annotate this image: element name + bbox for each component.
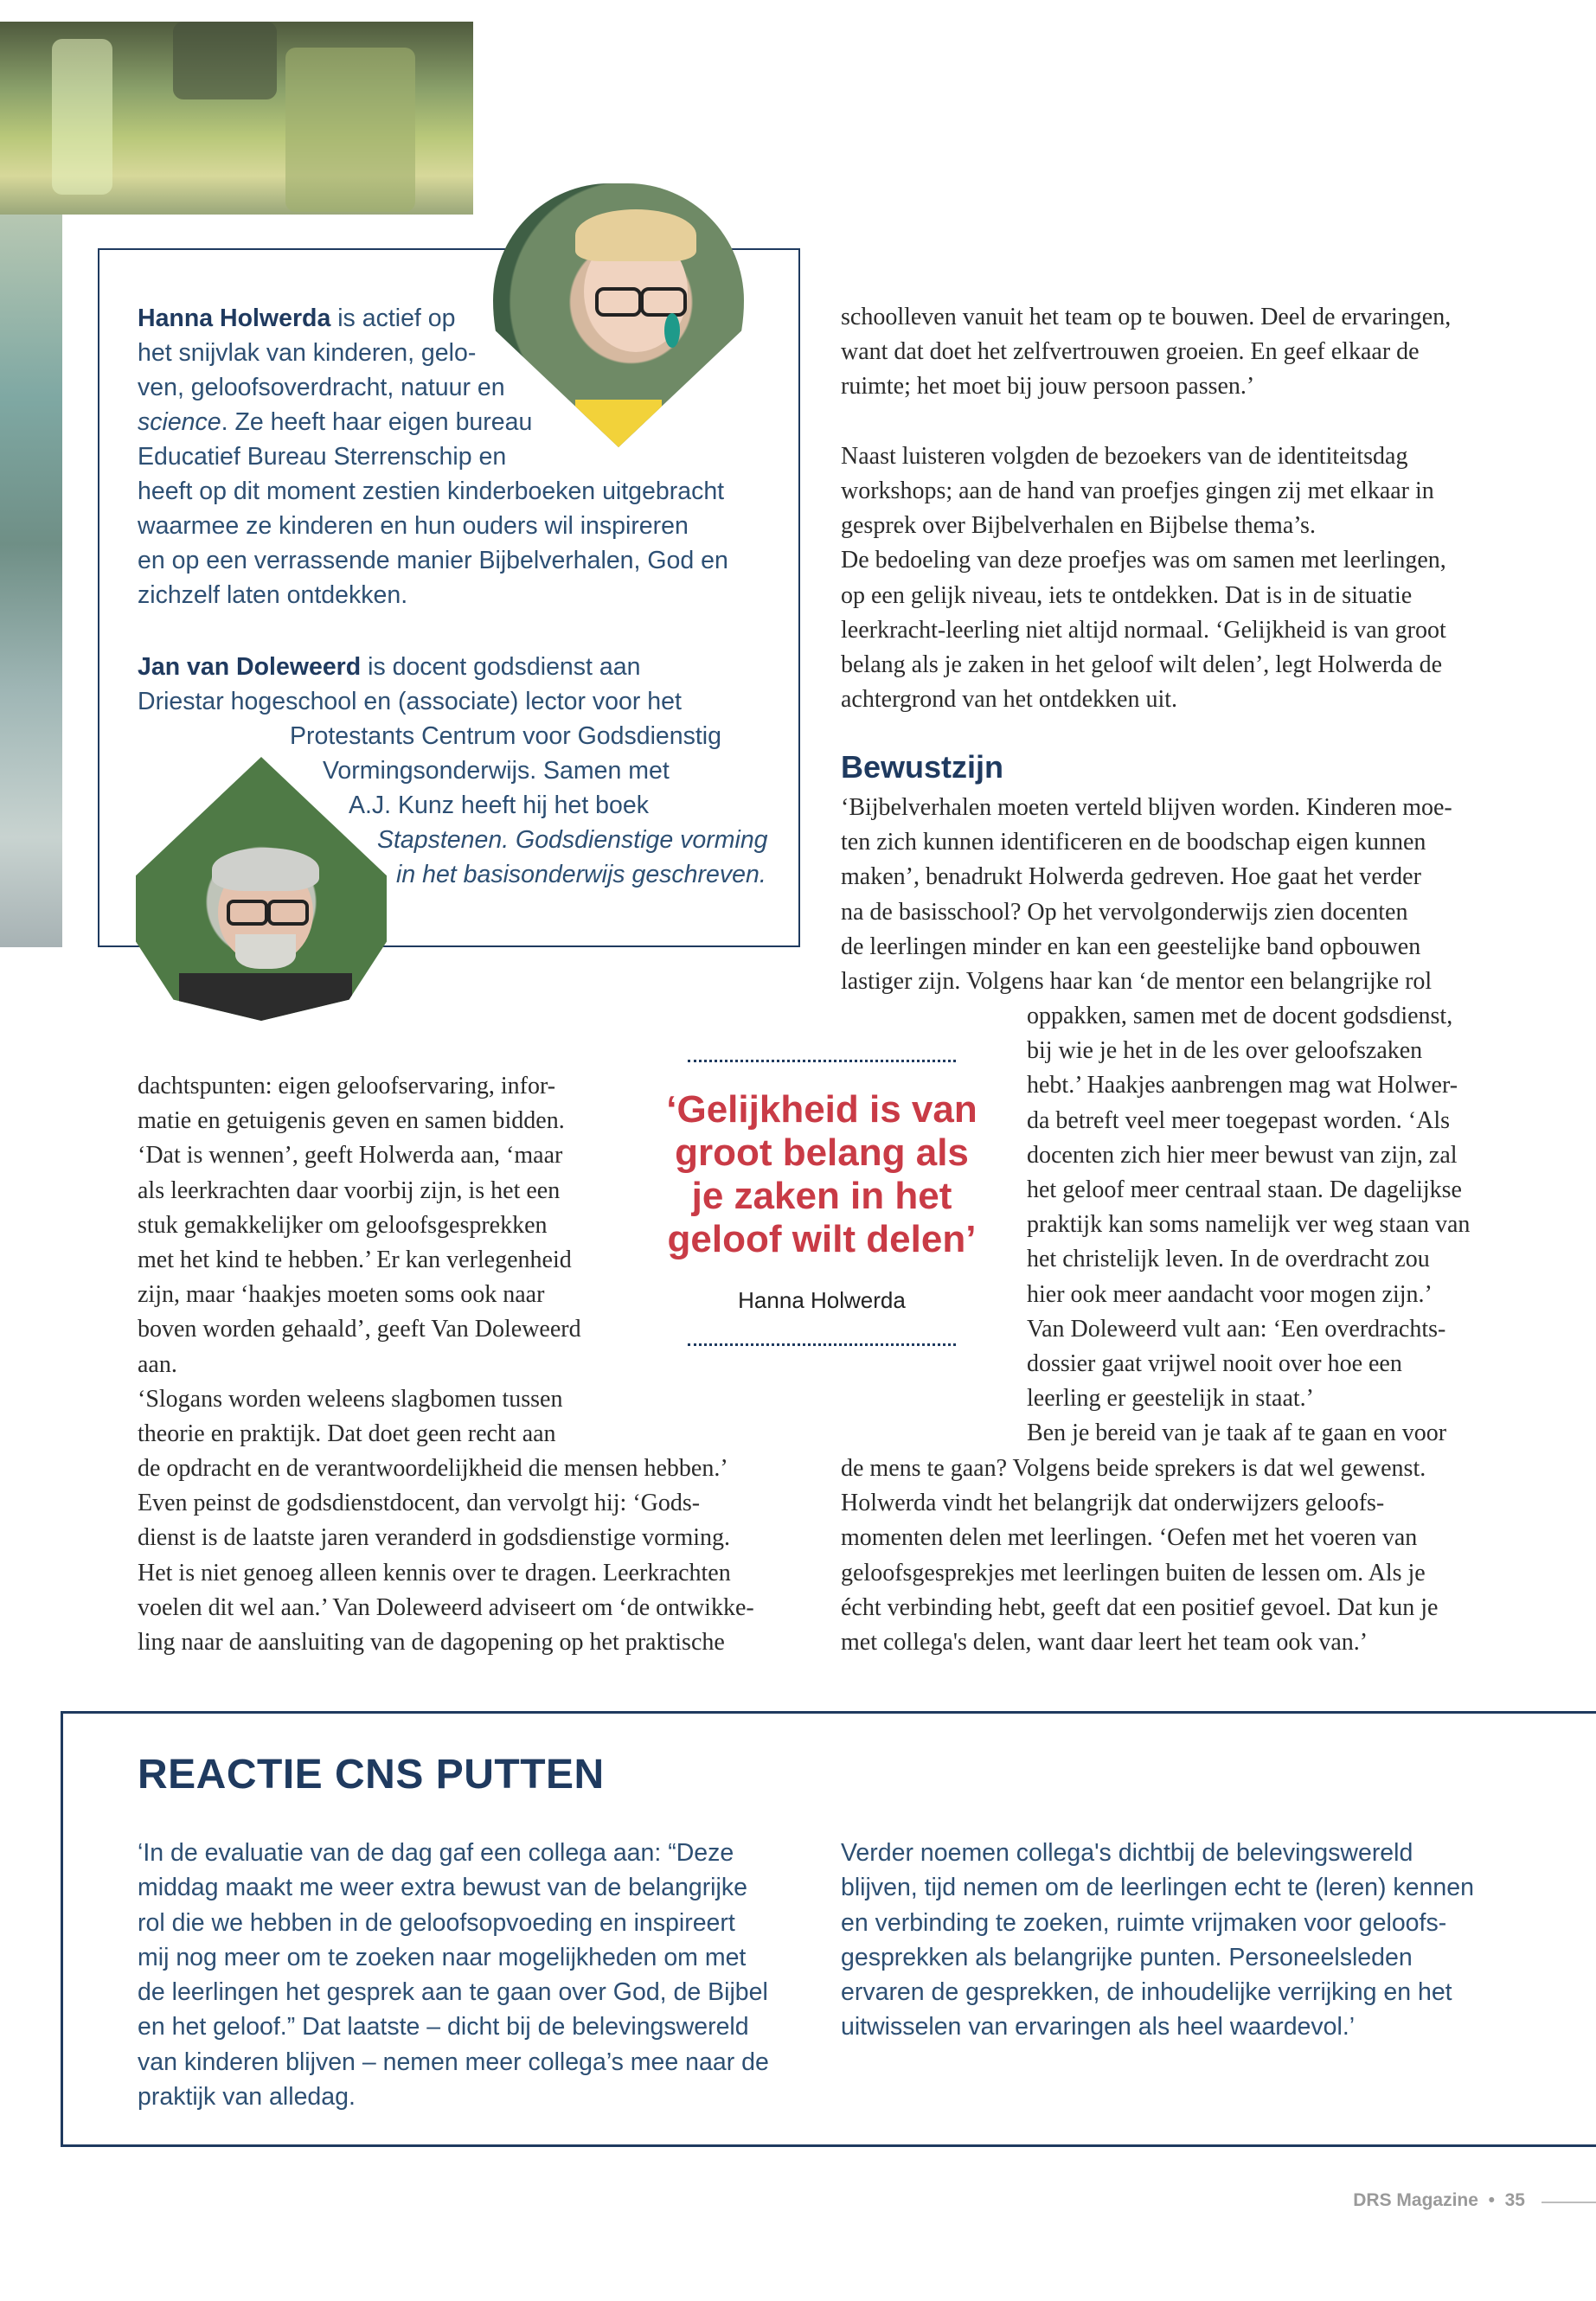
article-left-wide bbox=[138, 1452, 754, 1660]
quote-line: je zaken in het bbox=[691, 1175, 952, 1217]
text-line: gesprekken als belangrijke punten. Personeelsleden bbox=[841, 1943, 1413, 1971]
footer-rule bbox=[1542, 2202, 1596, 2203]
bio-line: Driestar hogeschool en (associate) lector voor het bbox=[138, 688, 682, 715]
text-line: want dat doet het zelfvertrouwen groeien. En geef elkaar de bbox=[841, 338, 1420, 366]
text-line: na de basisschool? Op het vervolgonderwijs zien docenten bbox=[841, 898, 1408, 926]
text-line: dachtspunten: eigen geloofservaring, infor- bbox=[138, 1073, 556, 1099]
text-line: docenten zich hier meer bewust van zijn, zal bbox=[1027, 1141, 1458, 1169]
article-right-bottom bbox=[841, 1452, 1438, 1660]
text-line: het christelijk leven. In de overdracht zou bbox=[1027, 1246, 1430, 1273]
section-heading: Bewustzijn bbox=[841, 749, 1004, 785]
text-line: de leerlingen het gesprek aan te gaan over God, de Bijbel bbox=[138, 1978, 768, 2007]
quote-author: Hanna Holwerda bbox=[738, 1287, 906, 1313]
text-line: mij nog meer om te zoeken naar mogelijkheden om met bbox=[138, 1943, 747, 1971]
text-line: Ben je bereid van je taak af te gaan en voor bbox=[1027, 1420, 1447, 1447]
text-line: oppakken, samen met de docent godsdienst, bbox=[1027, 1003, 1453, 1029]
text-line: en het geloof.” Dat laatste – dicht bij de belevingswereld bbox=[138, 2013, 749, 2041]
text-line: met het kind te hebben.’ Er kan verlegenheid bbox=[138, 1246, 572, 1273]
text-line: momenten delen met leerlingen. ‘Oefen met het voeren van bbox=[841, 1524, 1418, 1552]
text-line: lastiger zijn. Volgens haar kan ‘de mentor een belangrijke rol bbox=[841, 967, 1433, 995]
text-line: matie en getuigenis geven en samen bidden. bbox=[138, 1107, 565, 1135]
bio-line: is actief op bbox=[330, 304, 456, 332]
reactie-title: REACTIE CNS PUTTEN bbox=[138, 1752, 605, 1798]
header-photo bbox=[0, 22, 473, 215]
article-right-middle bbox=[841, 791, 1452, 999]
text-line: de mens te gaan? Volgens beide sprekers is dat wel gewenst. bbox=[841, 1455, 1426, 1482]
text-line: Holwerda vindt het belangrijk dat onderwijzers geloofs- bbox=[841, 1490, 1385, 1517]
text-line: ‘Dat is wennen’, geeft Holwerda aan, ‘maar bbox=[138, 1142, 563, 1170]
reactie-right-text bbox=[841, 1836, 1474, 2045]
text-line: ‘In de evaluatie van de dag gaf een collega aan: “Deze bbox=[138, 1839, 734, 1867]
text-line: ten zich kunnen identificeren en de boodschap eigen kunnen bbox=[841, 829, 1426, 856]
quote-text bbox=[649, 1088, 995, 1261]
text-line: gesprek over Bijbelverhalen en Bijbelse thema’s. bbox=[841, 512, 1316, 540]
quote-divider-bottom bbox=[688, 1343, 956, 1346]
text-line: ling naar de aansluiting van de dagopening op het praktische bbox=[138, 1628, 725, 1656]
bio-line: zichzelf laten ontdekken. bbox=[138, 581, 408, 609]
article-left-narrow bbox=[138, 1069, 581, 1452]
text-line: praktijk van alledag. bbox=[138, 2083, 356, 2112]
bio-line: het snijvlak van kinderen, gelo- bbox=[138, 339, 477, 367]
page-footer: DRS Magazine • 35 bbox=[1353, 2190, 1525, 2210]
bio-line: heeft op dit moment zestien kinderboeken uitgebracht bbox=[138, 478, 725, 505]
bio-book-title: in het basisonderwijs geschreven. bbox=[396, 861, 766, 888]
text-line: bij wie je het in de les over geloofszaken bbox=[1027, 1037, 1423, 1065]
text-line: achtergrond van het ontdekken uit. bbox=[841, 686, 1178, 714]
text-line: De bedoeling van deze proefjes was om samen met leerlingen, bbox=[841, 547, 1446, 574]
text-line: Verder noemen collega's dichtbij de belevingswereld bbox=[841, 1839, 1413, 1867]
text-line: stuk gemakkelijker om geloofsgesprekken bbox=[138, 1211, 548, 1239]
text-line: ‘Slogans worden weleens slagbomen tussen bbox=[138, 1385, 563, 1413]
jan-name: Jan van Doleweerd bbox=[138, 653, 362, 681]
bio-line: ven, geloofsoverdracht, natuur en bbox=[138, 374, 505, 401]
text-line: praktijk kan soms namelijk ver weg staan van bbox=[1027, 1211, 1471, 1239]
text-line: maken’, benadrukt Holwerda gedreven. Hoe gaat het verder bbox=[841, 863, 1421, 891]
header-photo-strip bbox=[0, 215, 62, 947]
text-line: op een gelijk niveau, iets te ontdekken. Dat is in de situatie bbox=[841, 581, 1413, 609]
bio-line: waarmee ze kinderen en hun ouders wil inspireren bbox=[138, 512, 689, 540]
text-line: hebt.’ Haakjes aanbrengen mag wat Holwer- bbox=[1027, 1072, 1458, 1099]
text-line: schoolleven vanuit het team op te bouwen. Deel de ervaringen, bbox=[841, 304, 1452, 330]
bio-line: Vormingsonderwijs. Samen met bbox=[323, 757, 670, 785]
article-right-top bbox=[841, 300, 1451, 717]
article-right-narrow bbox=[1027, 999, 1470, 1451]
quote-line: groot belang als bbox=[675, 1131, 969, 1174]
bio-italic-word: science bbox=[138, 408, 221, 436]
text-line: met collega's delen, want daar leert het team ook van.’ bbox=[841, 1628, 1368, 1656]
pull-quote bbox=[649, 1060, 995, 1346]
text-line: leerling er geestelijk in staat.’ bbox=[1027, 1385, 1314, 1413]
text-line: Even peinst de godsdienstdocent, dan vervolgt hij: ‘Gods- bbox=[138, 1490, 701, 1517]
text-line: ‘Bijbelverhalen moeten verteld blijven worden. Kinderen moe- bbox=[841, 794, 1452, 821]
bio-line: is docent godsdienst aan bbox=[361, 653, 641, 681]
bio-line: A.J. Kunz heeft hij het boek bbox=[349, 792, 649, 819]
bio-book-title: Stapstenen. Godsdienstige vorming bbox=[377, 826, 768, 854]
text-line: ervaren de gesprekken, de inhoudelijke verrijking en het bbox=[841, 1978, 1452, 2007]
text-line: de leerlingen minder en kan een geestelijke band opbouwen bbox=[841, 933, 1421, 960]
text-line: en verbinding te zoeken, ruimte vrijmaken voor geloofs- bbox=[841, 1908, 1447, 1937]
text-line: blijven, tijd nemen om de leerlingen echt te (leren) kennen bbox=[841, 1874, 1474, 1902]
text-line: da betreft veel meer toegepast worden. ‘Als bbox=[1027, 1106, 1451, 1134]
text-line: als leerkrachten daar voorbij zijn, is het een bbox=[138, 1176, 561, 1204]
text-line: workshops; aan de hand van proefjes gingen zij met elkaar in bbox=[841, 477, 1434, 504]
text-line: écht verbinding hebt, geeft dat een positief gevoel. Dat kun je bbox=[841, 1593, 1439, 1621]
text-line: Het is niet genoeg alleen kennis over te dragen. Leerkrachten bbox=[138, 1559, 731, 1586]
text-line: dienst is de laatste jaren veranderd in godsdienstige vorming. bbox=[138, 1524, 731, 1552]
text-line: leerkracht-leerling niet altijd normaal. ‘Gelijkheid is van groot bbox=[841, 616, 1446, 644]
text-line: rol die we hebben in de geloofsopvoeding en inspireert bbox=[138, 1908, 735, 1937]
reactie-left-text bbox=[138, 1836, 769, 2114]
quote-line: ‘Gelijkheid is van bbox=[666, 1088, 977, 1131]
bio-line: Protestants Centrum voor Godsdienstig bbox=[290, 722, 721, 750]
text-line: belang als je zaken in het geloof wilt delen’, legt Holwerda de bbox=[841, 651, 1443, 678]
text-line: theorie en praktijk. Dat doet geen recht aan bbox=[138, 1420, 556, 1447]
text-line: geloofsgesprekjes met leerlingen buiten de lessen om. Als je bbox=[841, 1559, 1426, 1586]
text-line: Van Doleweerd vult aan: ‘Een overdrachts- bbox=[1027, 1315, 1446, 1343]
text-line: voelen dit wel aan.’ Van Doleweerd adviseert om ‘de ontwikke- bbox=[138, 1593, 754, 1621]
text-line: van kinderen blijven – nemen meer collega’s mee naar de bbox=[138, 2048, 769, 2076]
quote-line: geloof wilt delen’ bbox=[667, 1218, 977, 1260]
text-line: aan. bbox=[138, 1350, 177, 1378]
bio-line: en op een verrassende manier Bijbelverhalen, God en bbox=[138, 547, 728, 574]
text-line: dossier gaat vrijwel nooit over hoe een bbox=[1027, 1349, 1402, 1377]
text-line: zijn, maar ‘haakjes moeten soms ook naar bbox=[138, 1281, 545, 1309]
text-line: de opdracht en de verantwoordelijkheid die mensen hebben.’ bbox=[138, 1455, 728, 1482]
text-line: boven worden gehaald’, geeft Van Doleweerd bbox=[138, 1316, 581, 1343]
text-line: hier ook meer aandacht voor mogen zijn.’ bbox=[1027, 1280, 1433, 1308]
text-line: ruimte; het moet bij jouw persoon passen.’ bbox=[841, 373, 1255, 401]
text-line: het geloof meer centraal staan. De dagelijkse bbox=[1027, 1176, 1462, 1203]
hanna-name: Hanna Holwerda bbox=[138, 304, 331, 332]
quote-divider-top bbox=[688, 1060, 956, 1062]
bio-line: Educatief Bureau Sterrenschip en bbox=[138, 443, 507, 471]
text-line: uitwisselen van ervaringen als heel waardevol.’ bbox=[841, 2013, 1356, 2041]
text-line: Naast luisteren volgden de bezoekers van de identiteitsdag bbox=[841, 442, 1408, 470]
text-line: middag maakt me weer extra bewust van de belangrijke bbox=[138, 1874, 747, 1902]
bio-line: . Ze heeft haar eigen bureau bbox=[221, 408, 533, 436]
